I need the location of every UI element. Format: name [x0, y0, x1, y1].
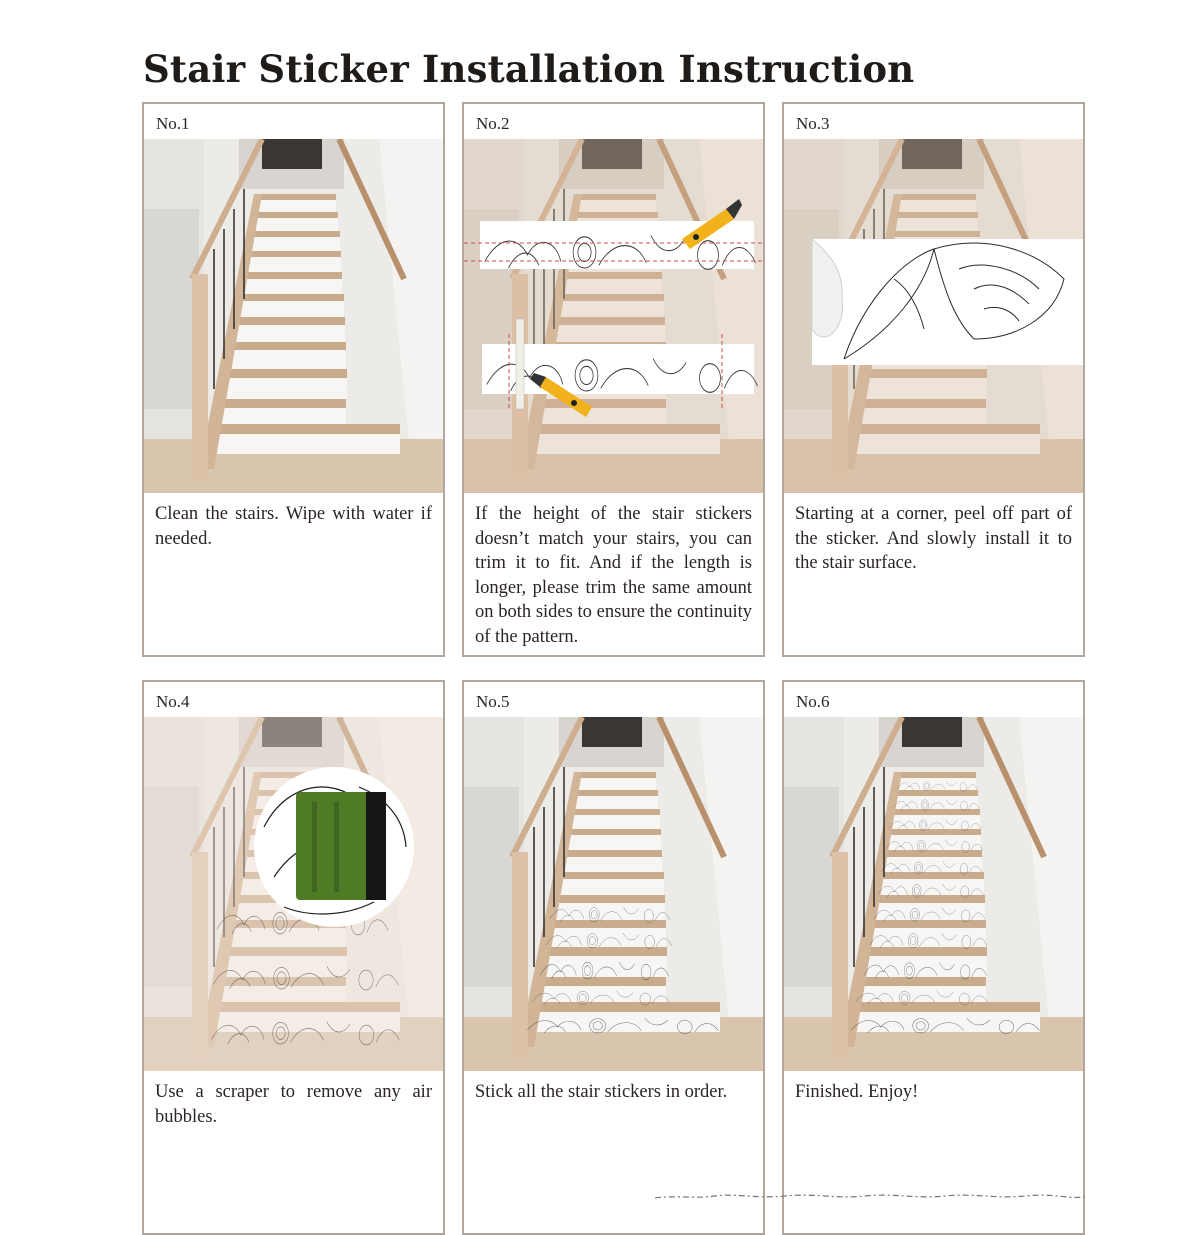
- step-number: No.1: [156, 114, 190, 133]
- step-panel-6: [782, 680, 1085, 1235]
- step-number: No.2: [476, 114, 510, 133]
- step-number: No.4: [156, 692, 190, 711]
- step-caption: Use a scraper to remove any air bubbles.: [155, 1082, 432, 1127]
- scraper-photo: [144, 717, 443, 1071]
- step-caption: Starting at a corner, peel off part of the sticker. And slowly install it to the stair surface.: [795, 504, 1072, 573]
- trim-sticker-photo: [464, 139, 763, 493]
- step-caption: If the height of the stair stickers doesn’t match your stairs, you can trim it to fit. And if the length is longer, please trim the same amount on both sides to ensure the continuity of the pattern.: [475, 504, 752, 647]
- step-number: No.3: [796, 114, 830, 133]
- finished-stairs-photo: [784, 717, 1083, 1071]
- step-panel-5: [462, 680, 765, 1235]
- scraper-icon: [296, 792, 386, 900]
- clean-stairs-photo: [144, 139, 443, 493]
- step-caption: Stick all the stair stickers in order.: [475, 1082, 728, 1102]
- peel-sticker-photo: [784, 139, 1083, 493]
- step-panel-1: [142, 102, 445, 657]
- step-panel-2: [462, 102, 765, 657]
- step-number: No.6: [796, 692, 830, 711]
- footer-decoration: [655, 1194, 1085, 1200]
- step-panel-3: [782, 102, 1085, 657]
- step-panel-4: [142, 680, 445, 1235]
- step-number: No.5: [476, 692, 510, 711]
- step-caption: Clean the stairs. Wipe with water if needed.: [155, 504, 432, 549]
- stickers-in-order-photo: [464, 717, 763, 1071]
- page-title: Stair Sticker Installation Instruction: [143, 46, 915, 91]
- step-caption: Finished. Enjoy!: [795, 1082, 919, 1102]
